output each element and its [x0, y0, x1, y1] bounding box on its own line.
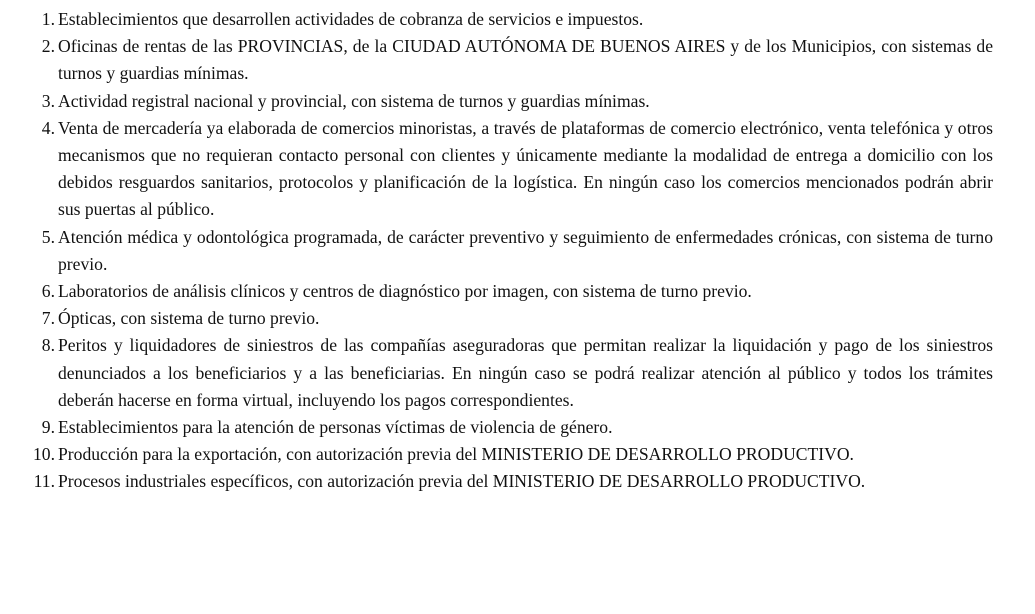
list-item-number: 3.: [41, 90, 55, 111]
list-item: [0, 332, 993, 414]
list-item-text: Laboratorios de análisis clínicos y centros de diagnóstico por imagen, con sistema de turno previo.: [58, 281, 752, 302]
list-item: [0, 224, 993, 278]
list-item-text: Peritos y liquidadores de siniestros de las compañías aseguradoras que permitan realizar la liquidación y pago de los siniestros denunciados a los beneficiarios y a las beneficiarias. En ningún caso se podrá realizar atención al público y todos los trámites deberán hacerse en forma virtual, incluyendo los pagos correspondientes.: [58, 335, 993, 410]
list-item-text: Establecimientos que desarrollen actividades de cobranza de servicios e impuestos.: [58, 9, 644, 29]
list-item-number: 9.: [41, 417, 55, 438]
numbered-list: [0, 6, 993, 496]
list-item-text: Atención médica y odontológica programada, de carácter preventivo y seguimiento de enfermedades crónicas, con sistema de turno previo.: [58, 226, 993, 274]
list-item-text: Establecimientos para la atención de personas víctimas de violencia de género.: [58, 417, 613, 438]
list-item: [0, 115, 993, 224]
list-item: [0, 33, 993, 87]
list-item-number: 6.: [41, 281, 55, 302]
list-item-text: Actividad registral nacional y provincial, con sistema de turnos y guardias mínimas.: [58, 90, 650, 111]
list-item-text: Ópticas, con sistema de turno previo.: [58, 308, 320, 329]
list-item: [0, 305, 993, 332]
list-item-number: 5.: [41, 226, 55, 247]
list-item-number: 7.: [41, 308, 55, 329]
list-item: [0, 6, 993, 33]
list-item: [0, 278, 993, 305]
list-item: [0, 414, 993, 441]
list-item: [0, 441, 993, 468]
list-item: [0, 468, 993, 495]
list-item-text: Venta de mercadería ya elaborada de comercios minoristas, a través de plataformas de comercio electrónico, venta telefónica y otros mecanismos que no requieran contacto personal con clientes y únicamente mediante la modalidad de entrega a domicilio con los debidos resguardos sanitarios, protocolos y planificación de la logística. En ningún caso los comercios mencionados podrán abrir sus puertas al público.: [58, 117, 993, 220]
list-item-text: Oficinas de rentas de las PROVINCIAS, de la CIUDAD AUTÓNOMA DE BUENOS AIRES y de los Municipios, con sistemas de turnos y guardias mínimas.: [58, 36, 993, 84]
list-item-text: Procesos industriales específicos, con autorización previa del MINISTERIO DE DESARROLLO PRODUCTIVO.: [58, 471, 866, 492]
list-item-number: 8.: [41, 335, 55, 356]
list-item-number: 1.: [41, 9, 55, 29]
list-item-number: 2.: [41, 36, 55, 57]
list-item: [0, 88, 993, 115]
list-item-number: 4.: [41, 117, 55, 138]
list-item-number: 10.: [33, 444, 55, 465]
list-item-number: 11.: [33, 471, 55, 492]
list-item-text: Producción para la exportación, con autorización previa del MINISTERIO DE DESARROLLO PRODUCTIVO.: [58, 444, 854, 465]
